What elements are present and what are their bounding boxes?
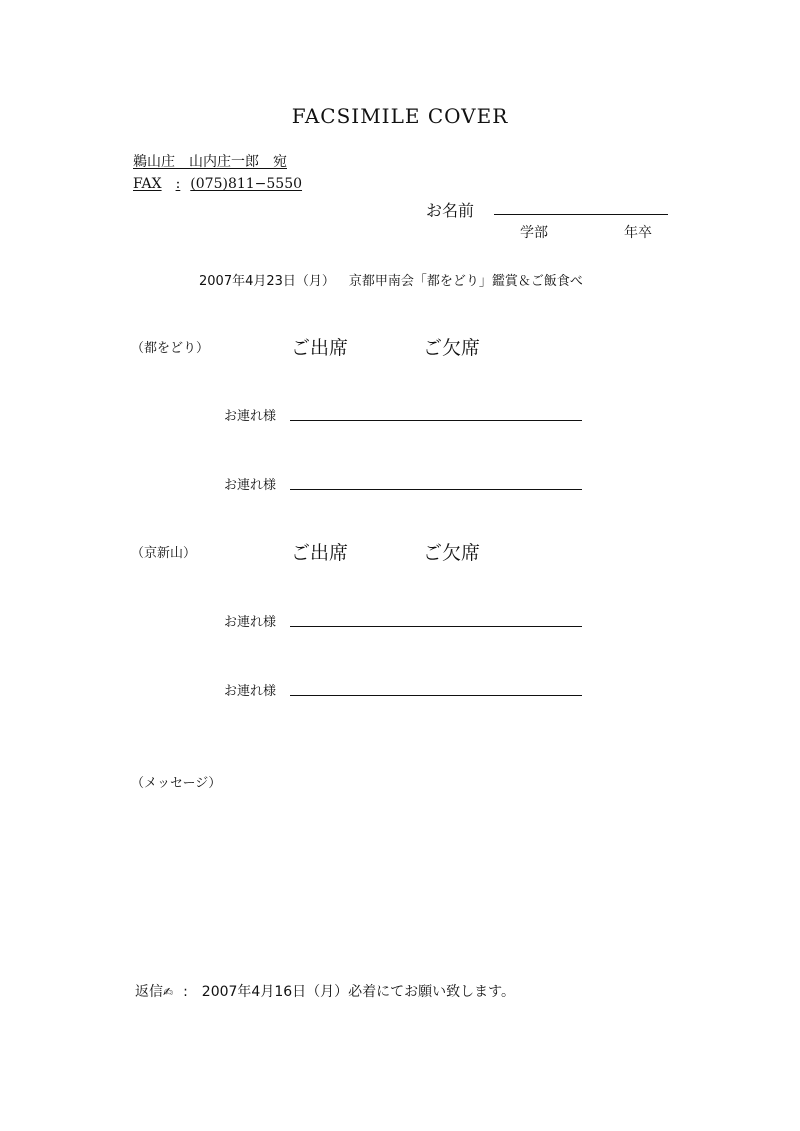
companion-label: お連れ様 bbox=[224, 409, 277, 424]
companion-field bbox=[224, 611, 276, 630]
reply-deadline bbox=[135, 981, 515, 1001]
name-label: お名前 bbox=[426, 201, 475, 220]
reply-label: 返信 bbox=[135, 984, 163, 1000]
fax-number-line bbox=[133, 176, 302, 192]
recipient-line: 鵜山庄 山内庄一郎 宛 bbox=[133, 154, 287, 170]
companion-field-line[interactable] bbox=[290, 695, 582, 696]
companion-field bbox=[224, 405, 276, 424]
reply-colon: : bbox=[183, 984, 188, 1000]
companion-label: お連れ様 bbox=[224, 478, 277, 493]
absent-option-miyako-odori[interactable]: ご欠席 bbox=[423, 337, 481, 359]
fax-icon: ✍ bbox=[163, 985, 174, 999]
companion-label: お連れ様 bbox=[224, 684, 277, 699]
page-title: FACSIMILE COVER bbox=[291, 104, 509, 128]
fax-number: (075)811−5550 bbox=[190, 176, 303, 192]
attend-option-kyoshinzan[interactable]: ご出席 bbox=[291, 542, 349, 564]
companion-field bbox=[224, 474, 276, 493]
absent-option-kyoshinzan[interactable]: ご欠席 bbox=[423, 542, 481, 564]
fax-prefix: FAX bbox=[133, 176, 162, 192]
fax-separator: : bbox=[175, 176, 181, 192]
name-field-line[interactable] bbox=[494, 214, 668, 215]
attend-option-miyako-odori[interactable]: ご出席 bbox=[291, 337, 349, 359]
companion-label: お連れ様 bbox=[224, 615, 277, 630]
companion-field bbox=[224, 680, 276, 699]
section-label-miyako-odori: （都をどり） bbox=[131, 341, 210, 356]
message-label: （メッセージ） bbox=[131, 776, 222, 791]
graduation-year-label: 年卒 bbox=[624, 225, 652, 241]
section-label-kyoshinzan: （京新山） bbox=[131, 546, 197, 561]
event-date: 2007年4月23日（月） bbox=[199, 274, 335, 289]
companion-field-line[interactable] bbox=[290, 420, 582, 421]
faculty-label: 学部 bbox=[520, 225, 548, 241]
reply-deadline-text: 2007年4月16日（月）必着にてお願い致します。 bbox=[201, 984, 516, 1000]
companion-field-line[interactable] bbox=[290, 626, 582, 627]
companion-field-line[interactable] bbox=[290, 489, 582, 490]
event-line bbox=[199, 270, 583, 289]
event-description: 京都甲南会「都をどり」鑑賞＆ご飯食べ bbox=[348, 274, 583, 289]
